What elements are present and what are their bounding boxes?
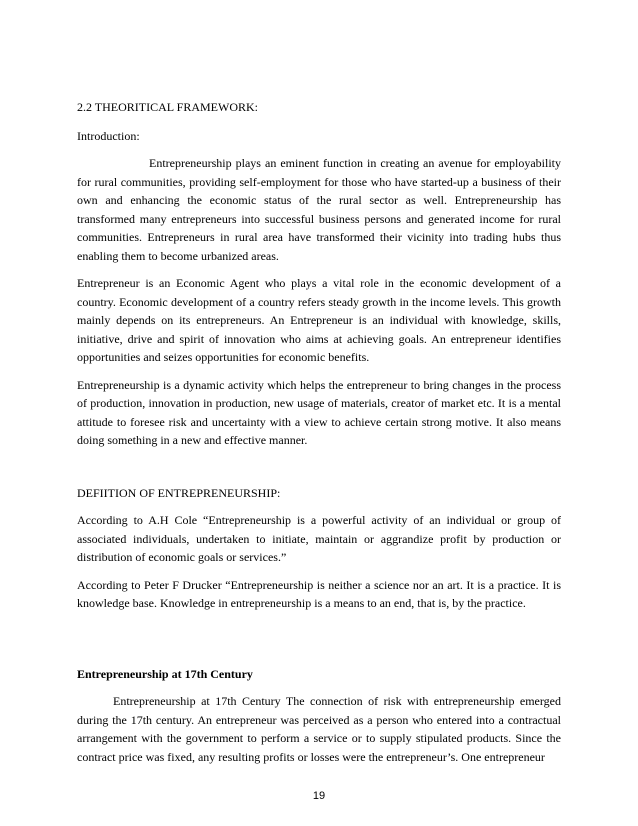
paragraph-economic-agent: Entrepreneur is an Economic Agent who plays a vital role in the economic development of a country. Economic development of a country refers steady growth in the income levels. This growth mainly depends on its entrepreneurs. An Entrepreneur is an individual with knowledge, skills, initiative, drive and spirit of innovation who aims at achieving goals. An entrepreneur identifies opportunities and seizes opportunities for economic benefits. [77,276,561,364]
paragraph-dynamic-activity: Entrepreneurship is a dynamic activity which helps the entrepreneur to bring changes in the process of production, innovation in production, new usage of materials, creator of market etc. It is a mental attitude to foresee risk and uncertainty with a view to achieve certain strong motive. It also means doing something in a new and effective manner. [77,377,561,447]
page-number: 19 [312,790,326,802]
paragraph-rural-entrepreneurship: Entrepreneurship plays an eminent function in creating an avenue for employability for rural communities, providing self-employment for those who have started-up a business of their own and enhancing the economic status of the rural sector as well. Entrepreneurship has transformed many entrepreneurs into successful business persons and generated income for rural communities. Entrepreneurs in rural area have transformed their vicinity into trading hubs thus enabling them to become urbanized areas. [77,156,561,263]
paragraph-17th-century: Entrepreneurship at 17th Century The connection of risk with entrepreneurship emerged during the 17th century. An entrepreneur was perceived as a person who entered into a contractual arrangement with the government to perform a service or to supply stipulated products. Since the contract price was fixed, any resulting profits or losses were the entrepreneur’s. One entrepreneur [77,694,561,764]
definition-heading: DEFIITION OF ENTREPRENEURSHIP: [77,485,281,500]
document-page [77,88,561,766]
century-heading: Entrepreneurship at 17th Century [77,666,253,681]
introduction-label: Introduction: [77,128,140,143]
paragraph-cole-definition: According to A.H Cole “Entrepreneurship is a powerful activity of an individual or group of associated individuals, undertaken to initiate, maintain or aggrandize profit by production or distribution of economic goals or services.” [77,513,561,564]
section-heading: 2.2 THEORITICAL FRAMEWORK: [77,100,258,114]
paragraph-drucker-definition: According to Peter F Drucker “Entrepreneurship is neither a science nor an art. It is a practice. It is knowledge base. Knowledge in entrepreneurship is a means to an end, that is, by the practice. [77,577,561,610]
